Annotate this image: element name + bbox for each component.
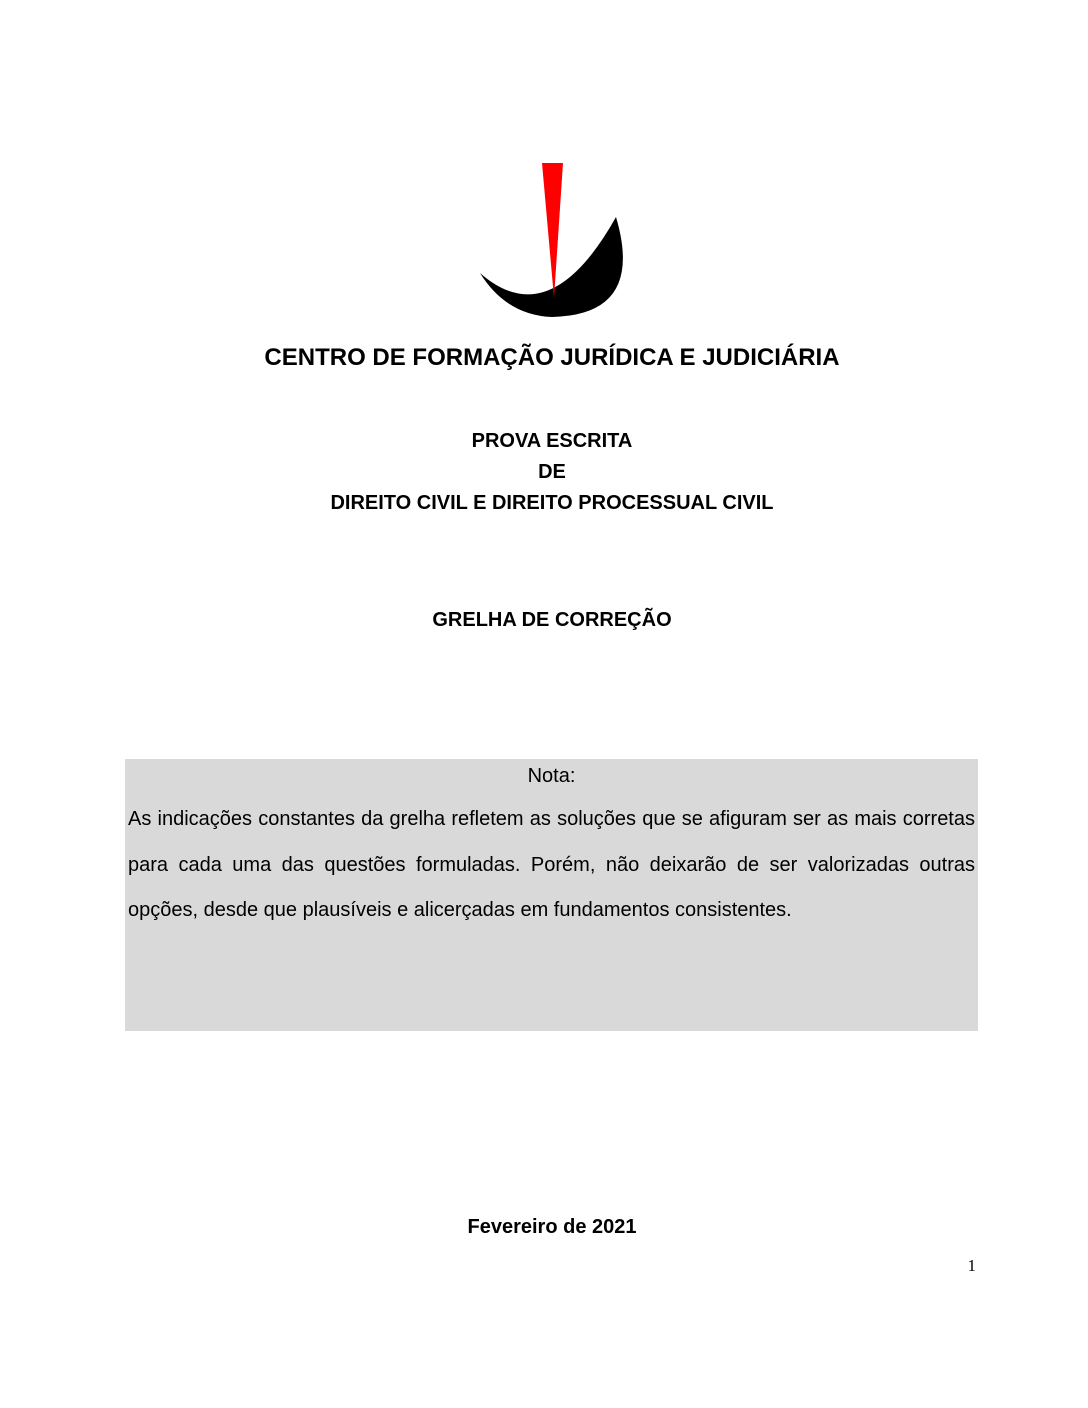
exam-heading [0, 426, 1088, 519]
note-box [125, 759, 978, 1031]
document-date: Fevereiro de 2021 [467, 1216, 637, 1238]
institution-logo [470, 155, 635, 325]
exam-line-2: DE [538, 461, 566, 483]
document-title: GRELHA DE CORREÇÃO [432, 609, 672, 631]
note-heading: Nota: [527, 765, 576, 787]
logo-spike [542, 163, 563, 298]
page-number: 1 [967, 1256, 976, 1275]
exam-line-1: PROVA ESCRITA [471, 430, 633, 452]
organization-title: CENTRO DE FORMAÇÃO JURÍDICA E JUDICIÁRIA [264, 344, 840, 371]
note-text: As indicações constantes da grelha refletem as soluções que se afiguram ser as mais corretas para cada uma das questões formuladas. Porém, não deixarão de ser valorizadas outras opções, desde que plausíveis e alicerçadas em fundamentos consistentes. [128, 808, 975, 921]
exam-line-3: DIREITO CIVIL E DIREITO PROCESSUAL CIVIL [330, 492, 774, 514]
